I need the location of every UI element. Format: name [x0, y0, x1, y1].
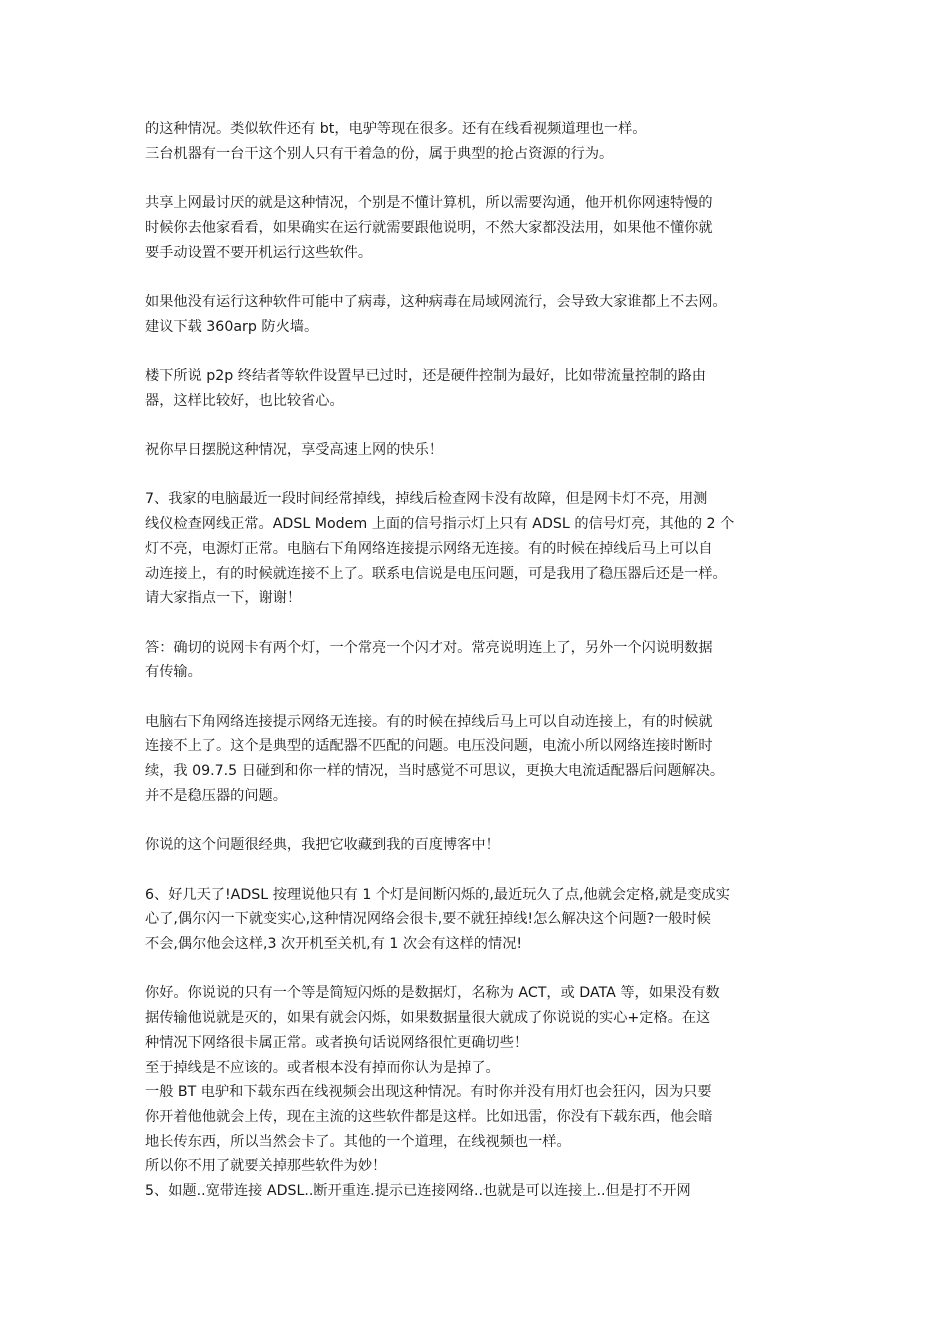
- text-line: 至于掉线是不应该的。或者根本没有掉而你认为是掉了。: [145, 1059, 500, 1076]
- text-line: 器，这样比较好，也比较省心。: [145, 392, 344, 409]
- document-body: [145, 117, 810, 1204]
- text-line: 祝你早日摆脱这种情况，享受高速上网的快乐！: [145, 442, 443, 459]
- answer-7: [145, 636, 810, 685]
- paragraph-4: [145, 364, 810, 413]
- text-line: 共享上网最讨厌的就是这种情况，个别是不懂计算机，所以需要沟通，他开机你网速特慢的: [145, 195, 713, 212]
- paragraph-1: [145, 117, 810, 166]
- paragraph-8: [145, 710, 810, 809]
- text-line: 的这种情况。类似软件还有 bt，电驴等现在很多。还有在线看视频道理也一样。: [145, 121, 647, 137]
- text-line: 要手动设置不要开机运行这些软件。: [145, 244, 373, 261]
- text-line: 电脑右下角网络连接提示网络无连接。有的时候在掉线后马上可以自动连接上，有的时候就: [145, 713, 713, 730]
- text-line: 你说的这个问题很经典，我把它收藏到我的百度博客中！: [145, 837, 500, 854]
- paragraph-9: [145, 833, 810, 858]
- text-line: 心了,偶尔闪一下就变实心,这种情况网络会很卡,要不就狂掉线!怎么解决这个问题?一般时候: [145, 911, 711, 928]
- answer-6: [145, 981, 810, 1203]
- text-line: 并不是稳压器的问题。: [145, 787, 287, 804]
- text-line: 地长传东西，所以当然会卡了。其他的一个道理，在线视频也一样。: [145, 1133, 571, 1150]
- paragraph-5: [145, 438, 810, 463]
- text-line: 你好。你说说的只有一个等是简短闪烁的是数据灯，名称为 ACT，或 DATA 等，如果没有数: [145, 985, 720, 1002]
- text-line: 连接不上了。这个是典型的适配器不匹配的问题。电压没问题，电流小所以网络连接时断时: [145, 738, 713, 755]
- question-7: [145, 487, 810, 611]
- text-line: 不会,偶尔他会这样,3 次开机至关机,有 1 次会有这样的情况!: [145, 936, 523, 953]
- text-line: 7、我家的电脑最近一段时间经常掉线，掉线后检查网卡没有故障，但是网卡灯不亮，用测: [145, 491, 708, 508]
- text-line: 动连接上，有的时候就连接不上了。联系电信说是电压问题，可是我用了稳压器后还是一样。: [145, 565, 727, 582]
- text-line: 答：确切的说网卡有两个灯，一个常亮一个闪才对。常亮说明连上了，另外一个闪说明数据: [145, 639, 713, 656]
- question-6: [145, 883, 810, 957]
- text-line: 6、好几天了!ADSL 按理说他只有 1 个灯是间断闪烁的,最近玩久了点,他就会定格,就是变成实: [145, 886, 730, 903]
- text-line: 建议下载 360arp 防火墙。: [145, 318, 319, 335]
- text-line: 续，我 09.7.5 日碰到和你一样的情况，当时感觉不可思议，更换大电流适配器后问题解决。: [145, 763, 725, 780]
- text-line: 5、如题..宽带连接 ADSL..断开重连.提示已连接网络..也就是可以连接上..但是打不开网: [145, 1183, 691, 1200]
- paragraph-2: [145, 191, 810, 265]
- text-line: 你开着他他就会上传，现在主流的这些软件都是这样。比如迅雷，你没有下载东西，他会暗: [145, 1108, 713, 1125]
- text-line: 时候你去他家看看，如果确实在运行就需要跟他说明，不然大家都没法用，如果他不懂你就: [145, 219, 713, 236]
- text-line: 线仪检查网线正常。ADSL Modem 上面的信号指示灯上只有 ADSL 的信号灯亮，其他的 2 个: [145, 516, 735, 533]
- text-line: 三台机器有一台干这个别人只有干着急的份，属于典型的抢占资源的行为。: [145, 145, 614, 162]
- text-line: 如果他没有运行这种软件可能中了病毒，这种病毒在局域网流行，会导致大家谁都上不去网。: [145, 293, 727, 310]
- text-line: 据传输他说就是灭的，如果有就会闪烁，如果数据量很大就成了你说说的实心+定格。在这: [145, 1010, 711, 1027]
- text-line: 请大家指点一下，谢谢！: [145, 590, 302, 607]
- text-line: 一般 BT 电驴和下载东西在线视频会出现这种情况。有时你并没有用灯也会狂闪，因为只要: [145, 1084, 712, 1101]
- text-line: 有传输。: [145, 664, 202, 681]
- text-line: 楼下所说 p2p 终结者等软件设置早已过时，还是硬件控制为最好，比如带流量控制的路由: [145, 367, 706, 384]
- text-line: 种情况下网络很卡属正常。或者换句话说网络很忙更确切些！: [145, 1034, 529, 1051]
- paragraph-3: [145, 290, 810, 339]
- text-line: 所以你不用了就要关掉那些软件为妙！: [145, 1158, 387, 1175]
- text-line: 灯不亮，电源灯正常。电脑右下角网络连接提示网络无连接。有的时候在掉线后马上可以自: [145, 540, 713, 557]
